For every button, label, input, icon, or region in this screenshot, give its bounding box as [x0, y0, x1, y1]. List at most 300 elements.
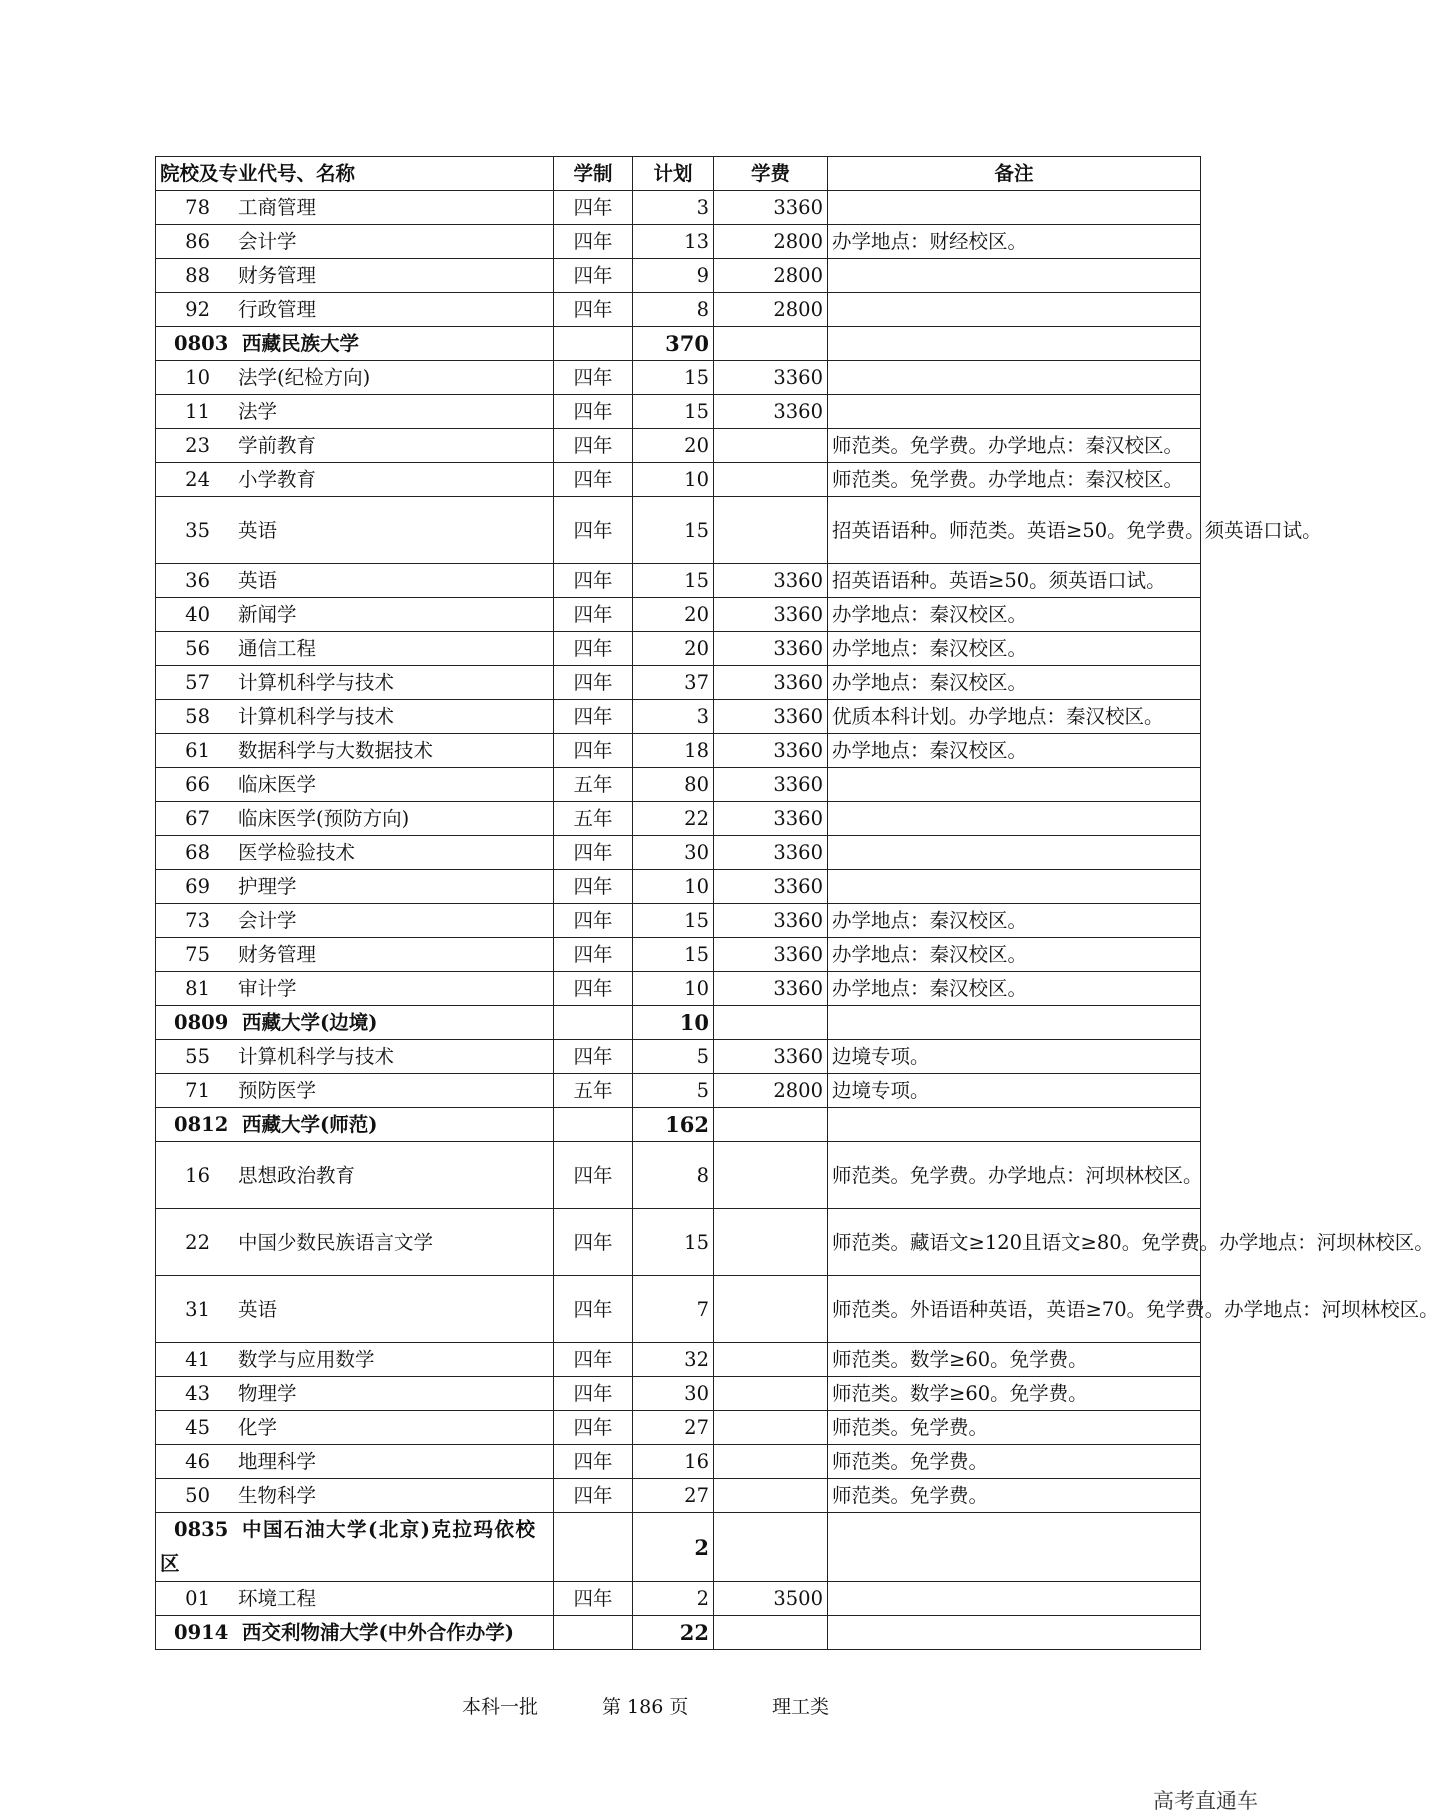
school-name-cell [156, 1616, 554, 1650]
school-row [156, 327, 1201, 361]
years-cell: 五年 [554, 1074, 633, 1108]
fee-cell: 3360 [714, 361, 828, 395]
table-body [156, 191, 1439, 1650]
years-cell: 四年 [554, 1040, 633, 1074]
school-name: 西藏民族大学 [242, 332, 360, 355]
major-code: 31 [185, 1297, 210, 1321]
fee-cell: 3360 [714, 734, 828, 768]
plan-cell: 16 [633, 1445, 714, 1479]
years-cell [554, 1616, 633, 1650]
note-cell: 优质本科计划。办学地点：秦汉校区。 [828, 700, 1201, 734]
note-cell: 办学地点：财经校区。 [828, 225, 1201, 259]
major-code: 86 [185, 230, 210, 253]
plan-cell: 27 [633, 1411, 714, 1445]
years-cell: 五年 [554, 768, 633, 802]
note-cell: 办学地点：秦汉校区。 [828, 734, 1201, 768]
plan-cell: 10 [633, 1006, 714, 1040]
school-name: 西藏大学(师范) [242, 1113, 378, 1136]
fee-cell: 2800 [714, 293, 828, 327]
fee-cell: 3360 [714, 938, 828, 972]
note-cell: 师范类。数学≥60。免学费。 [828, 1377, 1201, 1411]
header-years: 学制 [554, 157, 633, 191]
major-row [156, 938, 1201, 972]
years-cell: 五年 [554, 802, 633, 836]
major-row [156, 1377, 1201, 1411]
footer-category: 理工类 [772, 1696, 830, 1718]
fee-cell: 3360 [714, 700, 828, 734]
note-cell: 招英语语种。师范类。英语≥50。免学费。须英语口试。 [828, 497, 1201, 564]
school-name: 西交利物浦大学(中外合作办学) [242, 1621, 514, 1644]
major-name: 临床医学 [238, 773, 317, 796]
major-row [156, 1074, 1201, 1108]
major-name: 英语 [238, 1297, 278, 1321]
major-code: 56 [185, 637, 210, 660]
fee-cell [714, 1006, 828, 1040]
note-cell: 办学地点：秦汉校区。 [828, 904, 1201, 938]
major-name-cell [156, 361, 554, 395]
years-cell [554, 327, 633, 361]
major-row [156, 395, 1201, 429]
major-name-cell [156, 938, 554, 972]
years-cell: 四年 [554, 904, 633, 938]
fee-cell: 3360 [714, 564, 828, 598]
major-name-cell [156, 429, 554, 463]
note-cell [828, 395, 1201, 429]
note-cell [828, 836, 1201, 870]
major-row [156, 666, 1201, 700]
plan-cell: 10 [633, 463, 714, 497]
major-name: 生物科学 [238, 1484, 317, 1507]
major-row [156, 1276, 1201, 1343]
note-cell: 办学地点：秦汉校区。 [828, 666, 1201, 700]
note-cell: 师范类。免学费。办学地点：河坝林校区。 [828, 1142, 1201, 1209]
major-name: 计算机科学与技术 [238, 1045, 395, 1068]
major-name-cell [156, 904, 554, 938]
fee-cell: 2800 [714, 1074, 828, 1108]
major-name-cell [156, 972, 554, 1006]
major-code: 35 [185, 518, 210, 542]
major-row [156, 259, 1201, 293]
fee-cell: 3360 [714, 904, 828, 938]
plan-cell: 32 [633, 1343, 714, 1377]
years-cell: 四年 [554, 1582, 633, 1616]
school-code: 0914 [174, 1621, 229, 1644]
years-cell [554, 1108, 633, 1142]
note-cell: 师范类。数学≥60。免学费。 [828, 1343, 1201, 1377]
major-row [156, 700, 1201, 734]
major-name-cell [156, 463, 554, 497]
note-cell: 办学地点：秦汉校区。 [828, 938, 1201, 972]
note-cell [828, 259, 1201, 293]
major-name-cell [156, 1411, 554, 1445]
major-code: 40 [185, 603, 210, 626]
major-code: 57 [185, 671, 210, 694]
major-name: 财务管理 [238, 943, 317, 966]
fee-cell: 3360 [714, 768, 828, 802]
plan-cell: 10 [633, 972, 714, 1006]
major-code: 67 [185, 807, 210, 830]
plan-cell: 370 [633, 327, 714, 361]
plan-cell: 8 [633, 1142, 714, 1209]
major-row [156, 870, 1201, 904]
plan-cell: 2 [633, 1513, 714, 1582]
major-name-cell [156, 259, 554, 293]
plan-cell: 13 [633, 225, 714, 259]
years-cell: 四年 [554, 1209, 633, 1276]
school-name-cell [156, 1006, 554, 1040]
plan-cell: 5 [633, 1074, 714, 1108]
major-code: 71 [185, 1079, 210, 1102]
major-name: 医学检验技术 [238, 841, 356, 864]
major-code: 68 [185, 841, 210, 864]
major-row [156, 768, 1201, 802]
major-name-cell [156, 632, 554, 666]
plan-cell: 15 [633, 1209, 714, 1276]
major-name: 地理科学 [238, 1450, 317, 1473]
fee-cell: 3360 [714, 191, 828, 225]
major-name: 计算机科学与技术 [238, 671, 395, 694]
note-cell: 边境专项。 [828, 1074, 1201, 1108]
school-row [156, 1108, 1201, 1142]
plan-cell: 162 [633, 1108, 714, 1142]
major-name-cell [156, 1582, 554, 1616]
major-name: 数据科学与大数据技术 [238, 739, 434, 762]
years-cell: 四年 [554, 191, 633, 225]
plan-cell: 2 [633, 1582, 714, 1616]
major-row [156, 1582, 1201, 1616]
fee-cell: 3360 [714, 972, 828, 1006]
major-row [156, 1040, 1201, 1074]
major-row [156, 802, 1201, 836]
years-cell [554, 1006, 633, 1040]
fee-cell [714, 1343, 828, 1377]
major-name-cell [156, 1209, 554, 1276]
plan-cell: 15 [633, 395, 714, 429]
major-name-cell [156, 802, 554, 836]
major-name-cell [156, 836, 554, 870]
note-cell [828, 870, 1201, 904]
major-name: 会计学 [238, 909, 297, 932]
major-row [156, 632, 1201, 666]
major-name-cell [156, 1343, 554, 1377]
major-row [156, 225, 1201, 259]
major-name: 物理学 [238, 1382, 297, 1405]
note-cell: 办学地点：秦汉校区。 [828, 972, 1201, 1006]
major-row [156, 564, 1201, 598]
note-cell: 师范类。外语语种英语，英语≥70。免学费。办学地点：河坝林校区。 [828, 1276, 1201, 1343]
major-row [156, 1142, 1201, 1209]
years-cell: 四年 [554, 972, 633, 1006]
major-code: 78 [185, 196, 210, 219]
note-cell [828, 1582, 1201, 1616]
footer-batch: 本科一批 [462, 1696, 539, 1718]
plan-cell: 18 [633, 734, 714, 768]
plan-cell: 30 [633, 1377, 714, 1411]
school-row [156, 1616, 1201, 1650]
footer-page-number: 第 186 页 [602, 1696, 689, 1718]
note-cell: 师范类。免学费。 [828, 1479, 1201, 1513]
note-cell [828, 1108, 1201, 1142]
major-name-cell [156, 564, 554, 598]
school-code: 0835 [174, 1518, 229, 1541]
major-name-cell [156, 497, 554, 564]
note-cell [828, 1006, 1201, 1040]
major-code: 10 [185, 366, 210, 389]
note-cell [828, 768, 1201, 802]
table-header-row [156, 157, 1201, 191]
fee-cell: 2800 [714, 259, 828, 293]
years-cell: 四年 [554, 395, 633, 429]
major-code: 46 [185, 1450, 210, 1473]
years-cell: 四年 [554, 429, 633, 463]
years-cell: 四年 [554, 293, 633, 327]
fee-cell [714, 1411, 828, 1445]
fee-cell [714, 497, 828, 564]
major-code: 58 [185, 705, 210, 728]
major-name: 护理学 [238, 875, 297, 898]
note-cell: 师范类。免学费。 [828, 1445, 1201, 1479]
fee-cell: 3360 [714, 802, 828, 836]
years-cell: 四年 [554, 497, 633, 564]
major-code: 75 [185, 943, 210, 966]
fee-cell [714, 1445, 828, 1479]
major-code: 50 [185, 1484, 210, 1507]
note-cell: 边境专项。 [828, 1040, 1201, 1074]
fee-cell: 3360 [714, 395, 828, 429]
years-cell: 四年 [554, 870, 633, 904]
major-code: 66 [185, 773, 210, 796]
major-name: 预防医学 [238, 1079, 317, 1102]
major-name-cell [156, 1479, 554, 1513]
plan-cell: 22 [633, 802, 714, 836]
school-row [156, 1006, 1201, 1040]
major-name-cell [156, 1074, 554, 1108]
major-name-cell [156, 734, 554, 768]
note-cell: 招英语语种。英语≥50。须英语口试。 [828, 564, 1201, 598]
major-row [156, 463, 1201, 497]
major-name: 思想政治教育 [238, 1163, 356, 1187]
fee-cell: 3360 [714, 632, 828, 666]
plan-cell: 9 [633, 259, 714, 293]
school-row [156, 1513, 1201, 1582]
fee-cell [714, 1276, 828, 1343]
plan-cell: 30 [633, 836, 714, 870]
major-name: 法学 [238, 400, 278, 423]
major-code: 11 [185, 400, 210, 423]
years-cell: 四年 [554, 1377, 633, 1411]
fee-cell [714, 1142, 828, 1209]
years-cell: 四年 [554, 836, 633, 870]
major-code: 73 [185, 909, 210, 932]
fee-cell: 3360 [714, 870, 828, 904]
years-cell: 四年 [554, 1411, 633, 1445]
fee-cell [714, 1616, 828, 1650]
major-name: 通信工程 [238, 637, 317, 660]
fee-cell: 3360 [714, 666, 828, 700]
major-name-cell [156, 700, 554, 734]
fee-cell [714, 1479, 828, 1513]
header-fee: 学费 [714, 157, 828, 191]
plan-cell: 15 [633, 361, 714, 395]
major-name: 环境工程 [238, 1587, 317, 1610]
major-name: 新闻学 [238, 603, 297, 626]
note-cell [828, 327, 1201, 361]
major-name-cell [156, 293, 554, 327]
fee-cell: 3500 [714, 1582, 828, 1616]
note-cell [828, 1616, 1201, 1650]
major-code: 55 [185, 1045, 210, 1068]
school-code: 0803 [174, 332, 229, 355]
years-cell: 四年 [554, 734, 633, 768]
major-row [156, 598, 1201, 632]
fee-cell [714, 1513, 828, 1582]
plan-cell: 5 [633, 1040, 714, 1074]
major-name-cell [156, 1377, 554, 1411]
major-code: 69 [185, 875, 210, 898]
school-code: 0809 [174, 1011, 229, 1034]
major-row [156, 361, 1201, 395]
major-code: 24 [185, 468, 210, 491]
years-cell: 四年 [554, 1343, 633, 1377]
plan-cell: 20 [633, 598, 714, 632]
major-row [156, 734, 1201, 768]
major-name: 临床医学(预防方向) [238, 807, 410, 830]
years-cell: 四年 [554, 632, 633, 666]
header-name: 院校及专业代号、名称 [156, 157, 554, 191]
note-cell: 师范类。免学费。办学地点：秦汉校区。 [828, 463, 1201, 497]
major-code: 43 [185, 1382, 210, 1405]
major-name: 审计学 [238, 977, 297, 1000]
school-code: 0812 [174, 1113, 229, 1136]
major-row [156, 497, 1201, 564]
major-code: 81 [185, 977, 210, 1000]
major-name-cell [156, 870, 554, 904]
school-name: 西藏大学(边境) [242, 1011, 378, 1034]
school-name-cell [156, 1108, 554, 1142]
major-name-cell [156, 768, 554, 802]
note-cell: 师范类。免学费。 [828, 1411, 1201, 1445]
major-code: 22 [185, 1230, 210, 1254]
major-name-cell [156, 666, 554, 700]
major-code: 45 [185, 1416, 210, 1439]
plan-cell: 10 [633, 870, 714, 904]
plan-cell: 27 [633, 1479, 714, 1513]
major-name-cell [156, 191, 554, 225]
plan-cell: 20 [633, 632, 714, 666]
major-row [156, 191, 1201, 225]
major-name: 小学教育 [238, 468, 317, 491]
years-cell: 四年 [554, 938, 633, 972]
fee-cell [714, 327, 828, 361]
years-cell: 四年 [554, 361, 633, 395]
major-row [156, 836, 1201, 870]
major-name: 英语 [238, 518, 278, 542]
years-cell: 四年 [554, 598, 633, 632]
major-name: 英语 [238, 569, 278, 592]
years-cell: 四年 [554, 463, 633, 497]
major-name: 学前教育 [238, 434, 317, 457]
note-cell: 师范类。免学费。办学地点：秦汉校区。 [828, 429, 1201, 463]
note-cell: 办学地点：秦汉校区。 [828, 632, 1201, 666]
major-row [156, 429, 1201, 463]
years-cell: 四年 [554, 666, 633, 700]
plan-cell: 15 [633, 497, 714, 564]
major-name-cell [156, 1445, 554, 1479]
major-name-cell [156, 1276, 554, 1343]
major-name: 数学与应用数学 [238, 1348, 375, 1371]
major-row [156, 1479, 1201, 1513]
fee-cell [714, 1377, 828, 1411]
years-cell: 四年 [554, 1276, 633, 1343]
major-code: 41 [185, 1348, 210, 1371]
note-cell [828, 1513, 1201, 1582]
years-cell: 四年 [554, 700, 633, 734]
major-name-cell [156, 395, 554, 429]
plan-cell: 37 [633, 666, 714, 700]
school-name-cell [156, 327, 554, 361]
major-name: 中国少数民族语言文学 [238, 1230, 434, 1254]
school-name-cell [156, 1513, 554, 1582]
plan-cell: 80 [633, 768, 714, 802]
major-name: 计算机科学与技术 [238, 705, 395, 728]
major-row [156, 1411, 1201, 1445]
note-cell: 师范类。藏语文≥120且语文≥80。免学费。办学地点：河坝林校区。 [828, 1209, 1201, 1276]
plan-cell: 8 [633, 293, 714, 327]
school-name: 中国石油大学(北京)克拉玛依校区 [160, 1518, 537, 1575]
major-name: 财务管理 [238, 264, 317, 287]
major-name: 工商管理 [238, 196, 317, 219]
major-row [156, 293, 1201, 327]
major-row [156, 904, 1201, 938]
major-code: 23 [185, 434, 210, 457]
note-cell [828, 802, 1201, 836]
header-plan: 计划 [633, 157, 714, 191]
years-cell: 四年 [554, 259, 633, 293]
watermark: 高考直通车 [1153, 1789, 1258, 1813]
note-cell [828, 293, 1201, 327]
major-name-cell [156, 225, 554, 259]
major-row [156, 1445, 1201, 1479]
major-name: 法学(纪检方向) [238, 366, 371, 389]
major-code: 92 [185, 298, 210, 321]
plan-cell: 15 [633, 904, 714, 938]
major-name-cell [156, 1040, 554, 1074]
years-cell: 四年 [554, 1445, 633, 1479]
fee-cell: 2800 [714, 225, 828, 259]
plan-cell: 15 [633, 938, 714, 972]
major-name-cell [156, 1142, 554, 1209]
major-name: 行政管理 [238, 298, 317, 321]
fee-cell: 3360 [714, 836, 828, 870]
fee-cell [714, 463, 828, 497]
major-row [156, 1343, 1201, 1377]
fee-cell: 3360 [714, 1040, 828, 1074]
major-code: 88 [185, 264, 210, 287]
fee-cell [714, 1209, 828, 1276]
fee-cell [714, 429, 828, 463]
years-cell: 四年 [554, 564, 633, 598]
admission-plan-table [155, 156, 1439, 1650]
major-name: 会计学 [238, 230, 297, 253]
header-note: 备注 [828, 157, 1201, 191]
plan-cell: 22 [633, 1616, 714, 1650]
major-code: 61 [185, 739, 210, 762]
major-code: 01 [185, 1587, 210, 1610]
major-code: 36 [185, 569, 210, 592]
fee-cell: 3360 [714, 598, 828, 632]
plan-cell: 3 [633, 700, 714, 734]
fee-cell [714, 1108, 828, 1142]
